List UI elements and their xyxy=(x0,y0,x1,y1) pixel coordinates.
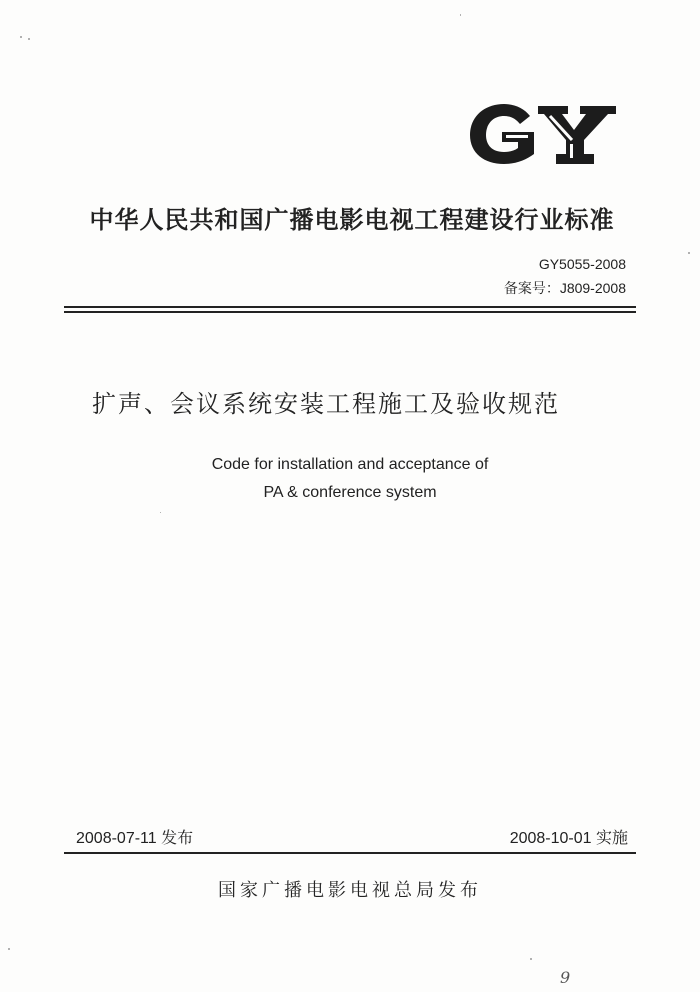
page-mark: 9 xyxy=(560,968,571,987)
english-title-line-1: Code for installation and acceptance of xyxy=(211,456,489,473)
scan-speck xyxy=(530,958,532,960)
scan-speck xyxy=(28,38,30,40)
top-divider-thin xyxy=(64,306,636,308)
issuer: 国家广播电影电视总局发布 xyxy=(218,880,482,901)
publish-date: 2008-07-11 发布 xyxy=(76,830,194,847)
standard-category-title: 中华人民共和国广播电影电视工程建设行业标准 xyxy=(89,206,615,234)
gy-logo xyxy=(468,102,618,166)
implement-date: 2008-10-01 实施 xyxy=(509,830,628,847)
logo-letter-y xyxy=(538,106,616,164)
scan-speck xyxy=(20,36,22,38)
standard-number: GY5055-2008 xyxy=(538,256,626,272)
english-title-line-2: PA & conference system xyxy=(263,484,437,501)
top-divider-thick xyxy=(64,311,636,313)
chinese-title: 扩声、会议系统安装工程施工及验收规范 xyxy=(92,390,560,418)
scan-speck xyxy=(160,512,161,513)
bottom-divider xyxy=(64,852,636,854)
record-number: 备案号：J809-2008 xyxy=(503,280,626,296)
scan-speck xyxy=(460,14,461,16)
logo-letter-g xyxy=(470,104,534,164)
scan-speck xyxy=(8,948,10,950)
scan-speck xyxy=(688,252,690,254)
